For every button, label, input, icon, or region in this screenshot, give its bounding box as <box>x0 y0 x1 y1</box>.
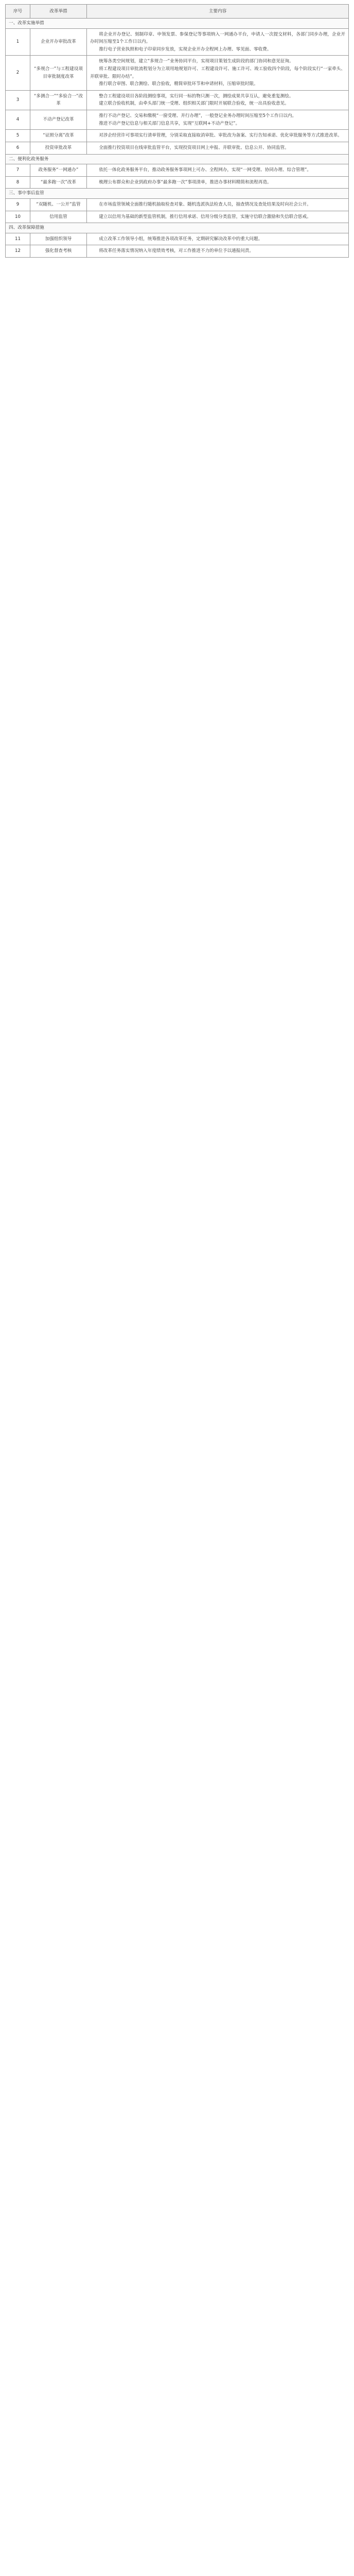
content-paragraph: 在市场监管领域全面推行随机抽取检查对象、随机选派执法检查人员，抽查情况及查处结果及时向社会公开。 <box>99 201 311 207</box>
content-paragraph: 梳理公布群众和企业到政府办事“最多跑一次”事项清单，推进办事材料精简和流程再造。 <box>99 179 272 185</box>
reform-name: “多测合一”“多验合一”改革 <box>30 90 87 110</box>
category-label: 一、改革实施举措 <box>6 19 349 29</box>
reform-name: “多规合一”与工程建设项目审批制度改革 <box>30 56 87 90</box>
content-paragraph: 推进不动产登记信息与相关部门信息共享，实现“互联网+不动产登记”。 <box>99 121 240 126</box>
category-row <box>6 223 349 233</box>
table-row <box>6 56 349 90</box>
category-row <box>6 189 349 199</box>
content-paragraph: 建立联合验收机制，由牵头部门统一受理、组织相关部门限时开展联合验收，统一出具验收意见。 <box>99 101 289 107</box>
category-label: 四、改革保障措施 <box>6 223 349 233</box>
table-row <box>6 142 349 154</box>
table-row <box>6 176 349 189</box>
content-paragraph: 推行不动产登记、交易和缴税“一窗受理、并行办理”，一般登记业务办理时间压缩至5个工作日以内。 <box>99 113 297 119</box>
content-paragraph: 将企业开办登记、刻制印章、申领发票、参保登记等事项纳入一网通办平台，申请人一次提交材料，各部门同步办理，企业开办时间压缩至1个工作日以内。 <box>90 31 345 45</box>
category-row <box>6 154 349 164</box>
reform-name: 企业开办审批改革 <box>30 28 87 56</box>
reform-content <box>87 176 349 189</box>
content-paragraph: 整合工程建设项目各阶段测绘事项，实行同一标的物只测一次，测绘成果共享互认，避免重复测绘。 <box>99 93 294 99</box>
content-paragraph: 统筹各类空间规划，建立“多规合一”业务协同平台，实现项目策划生成阶段的部门协同和意见征询。 <box>99 59 294 64</box>
reform-name: “证照分离”改革 <box>30 130 87 142</box>
category-label: 三、事中事后监管 <box>6 189 349 199</box>
row-number: 6 <box>6 142 30 154</box>
reform-name: 投资审批改革 <box>30 142 87 154</box>
content-paragraph: 建立以信用为基础的新型监管机制，推行信用承诺、信用分级分类监管，实施守信联合激励和失信联合惩戒。 <box>99 214 311 219</box>
content-paragraph: 推行电子营业执照和电子印章同步发放，实现企业开办全程网上办理、零见面、零收费。 <box>99 46 272 52</box>
row-number: 5 <box>6 130 30 142</box>
row-number: 4 <box>6 110 30 130</box>
content-paragraph: 推行联合审图、联合测绘、联合验收，精简审批环节和申请材料，压缩审批时限。 <box>99 81 258 87</box>
reform-content <box>87 28 349 56</box>
row-number: 1 <box>6 28 30 56</box>
table-row <box>6 110 349 130</box>
category-label: 二、便利化政务服务 <box>6 154 349 164</box>
row-number: 8 <box>6 176 30 189</box>
row-number: 2 <box>6 56 30 90</box>
table-row <box>6 164 349 177</box>
header-content: 主要内容 <box>87 5 349 19</box>
reform-content <box>87 130 349 142</box>
table-row <box>6 211 349 223</box>
reform-content <box>87 90 349 110</box>
row-number: 9 <box>6 198 30 211</box>
content-paragraph: 将工程建设项目审批流程划分为立项用地规划许可、工程建设许可、施工许可、竣工验收四个阶段，每个阶段实行“一家牵头、并联审批、限时办结”。 <box>90 66 345 79</box>
table-row <box>6 233 349 245</box>
header-no: 序号 <box>6 5 30 19</box>
reform-name: “最多跑一次”改革 <box>30 176 87 189</box>
reform-content <box>87 164 349 177</box>
row-number: 11 <box>6 233 30 245</box>
content-paragraph: 对涉企经营许可事项实行清单管理，分别采取直接取消审批、审批改为备案、实行告知承诺、优化审批服务等方式推进改革。 <box>99 133 342 139</box>
table-row <box>6 90 349 110</box>
reform-content <box>87 198 349 211</box>
reform-content <box>87 211 349 223</box>
reform-name: 强化督查考核 <box>30 245 87 258</box>
reform-content <box>87 56 349 90</box>
category-row <box>6 19 349 29</box>
table-row <box>6 28 349 56</box>
content-paragraph: 依托一体化政务服务平台，推动政务服务事项网上可办、全程网办，实现“一网受理、协同办理、综合管理”。 <box>99 167 312 173</box>
row-number: 3 <box>6 90 30 110</box>
reform-name: 政务服务“一网通办” <box>30 164 87 177</box>
content-paragraph: 将改革任务落实情况纳入年度绩效考核，对工作推进不力的单位予以通报问责。 <box>99 248 254 254</box>
document-page <box>5 0 349 258</box>
table-row <box>6 198 349 211</box>
reform-content <box>87 233 349 245</box>
table-row <box>6 245 349 258</box>
reform-name: 加强组织领导 <box>30 233 87 245</box>
reform-content <box>87 245 349 258</box>
row-number: 12 <box>6 245 30 258</box>
reform-content <box>87 110 349 130</box>
table-body <box>6 19 349 258</box>
reform-measures-table <box>5 4 349 258</box>
table-row <box>6 130 349 142</box>
reform-name: 信用监管 <box>30 211 87 223</box>
reform-name: “双随机、一公开”监管 <box>30 198 87 211</box>
row-number: 7 <box>6 164 30 177</box>
content-paragraph: 全面推行投资项目在线审批监管平台，实现投资项目网上申报、并联审批、信息公开、协同监管。 <box>99 145 289 150</box>
reform-name: 不动产登记改革 <box>30 110 87 130</box>
reform-content <box>87 142 349 154</box>
header-name: 改革举措 <box>30 5 87 19</box>
table-header-row <box>6 5 349 19</box>
content-paragraph: 成立改革工作领导小组，统筹推进各项改革任务，定期研究解决改革中的重大问题。 <box>99 236 263 242</box>
row-number: 10 <box>6 211 30 223</box>
